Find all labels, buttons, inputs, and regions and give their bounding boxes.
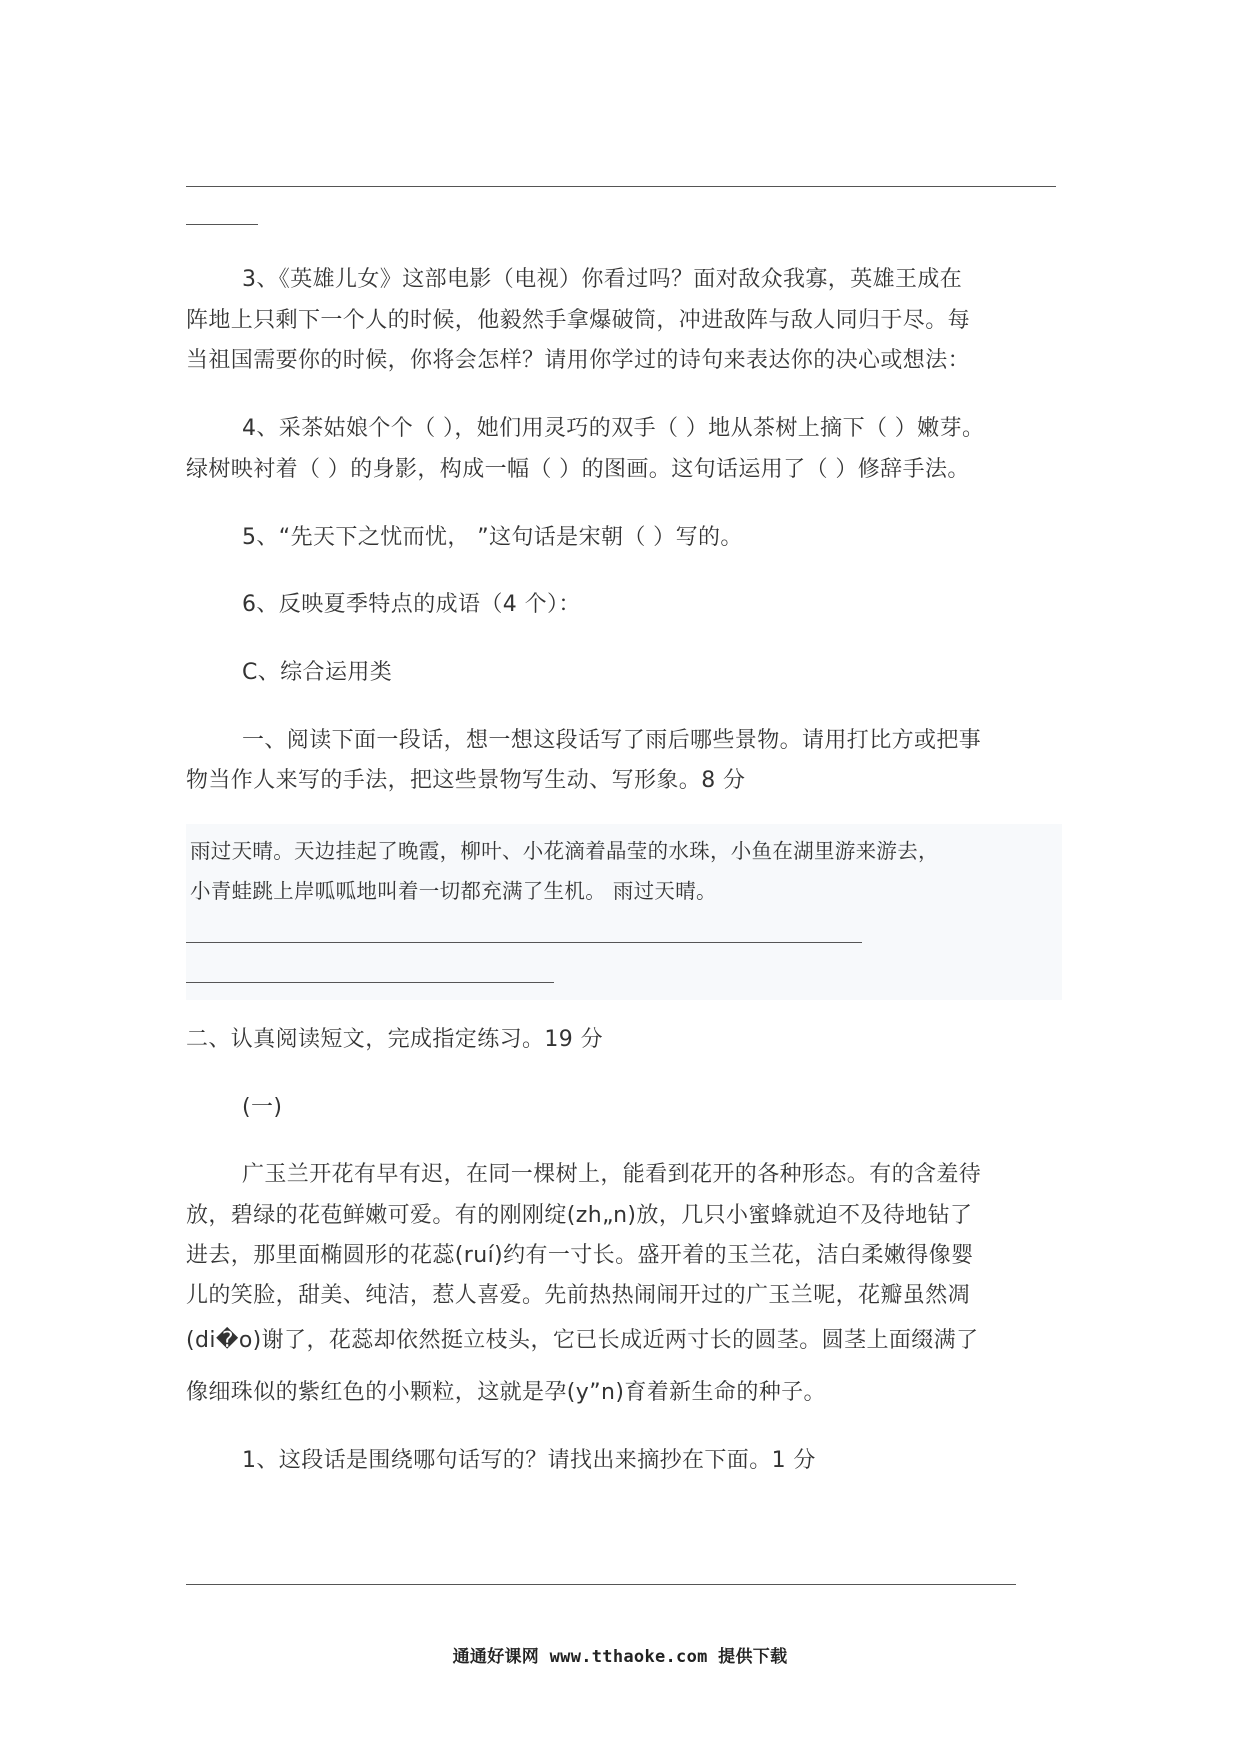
shaded-passage-line-1: 雨过天晴。天边挂起了晚霞，柳叶、小花滴着晶莹的水珠，小鱼在湖里游来游去， — [190, 839, 939, 863]
question-5: 5、“先天下之忧而忧， ”这句话是宋朝（ ）写的。 — [242, 525, 743, 550]
passage-line-6: 像细珠似的紫红色的小颗粒，这就是孕(y”n)育着新生命的种子。 — [186, 1380, 826, 1405]
answer-line — [186, 942, 862, 943]
part-1-label: (一) — [242, 1095, 283, 1120]
task-1-line-1: 一、阅读下面一段话，想一想这段话写了雨后哪些景物。请用打比方或把事 — [242, 728, 982, 753]
sub-question-1: 1、这段话是围绕哪句话写的？请找出来摘抄在下面。1 分 — [242, 1448, 816, 1473]
passage-line-1: 广玉兰开花有早有迟，在同一棵树上，能看到花开的各种形态。有的含羞待 — [242, 1162, 982, 1187]
answer-line — [186, 1584, 1016, 1585]
passage-line-4: 儿的笑脸，甜美、纯洁，惹人喜爱。先前热热闹闹开过的广玉兰呢，花瓣虽然凋 — [186, 1283, 971, 1308]
question-4-line-2: 绿树映衬着（ ）的身影，构成一幅（ ）的图画。这句话运用了（ ）修辞手法。 — [186, 457, 970, 482]
shaded-passage-line-2: 小青蛙跳上岸呱呱地叫着一切都充满了生机。 雨过天晴。 — [190, 879, 717, 903]
answer-line-short — [186, 224, 258, 225]
task-2-heading: 二、认真阅读短文，完成指定练习。19 分 — [186, 1027, 603, 1052]
question-6: 6、反映夏季特点的成语（4 个）： — [242, 592, 581, 617]
section-c-heading: C、综合运用类 — [242, 660, 393, 685]
question-3-line-2: 阵地上只剩下一个人的时候，他毅然手拿爆破筒，冲进敌阵与敌人同归于尽。每 — [186, 308, 971, 333]
question-4-line-1: 4、采茶姑娘个个（ ），她们用灵巧的双手（ ）地从茶树上摘下（ ）嫩芽。 — [242, 416, 985, 441]
answer-line — [186, 186, 1056, 187]
question-3-line-1: 3、《英雄儿女》这部电影（电视）你看过吗？面对敌众我寡，英雄王成在 — [242, 267, 963, 292]
task-1-line-2: 物当作人来写的手法，把这些景物写生动、写形象。8 分 — [186, 768, 746, 793]
question-3-line-3: 当祖国需要你的时候，你将会怎样？请用你学过的诗句来表达你的决心或想法： — [186, 348, 971, 373]
footer-download-note: 通通好课网 www.tthaoke.com 提供下载 — [452, 1647, 788, 1667]
answer-line — [186, 982, 554, 983]
passage-line-2: 放，碧绿的花苞鲜嫩可爱。有的刚刚绽(zh„n)放，几只小蜜蜂就迫不及待地钻了 — [186, 1203, 973, 1228]
passage-line-5: (di�o)谢了，花蕊却依然挺立枝头，它已长成近两寸长的圆茎。圆茎上面缀满了 — [186, 1328, 979, 1353]
passage-line-3: 进去，那里面椭圆形的花蕊(ruí)约有一寸长。盛开着的玉兰花，洁白柔嫩得像婴 — [186, 1243, 974, 1268]
